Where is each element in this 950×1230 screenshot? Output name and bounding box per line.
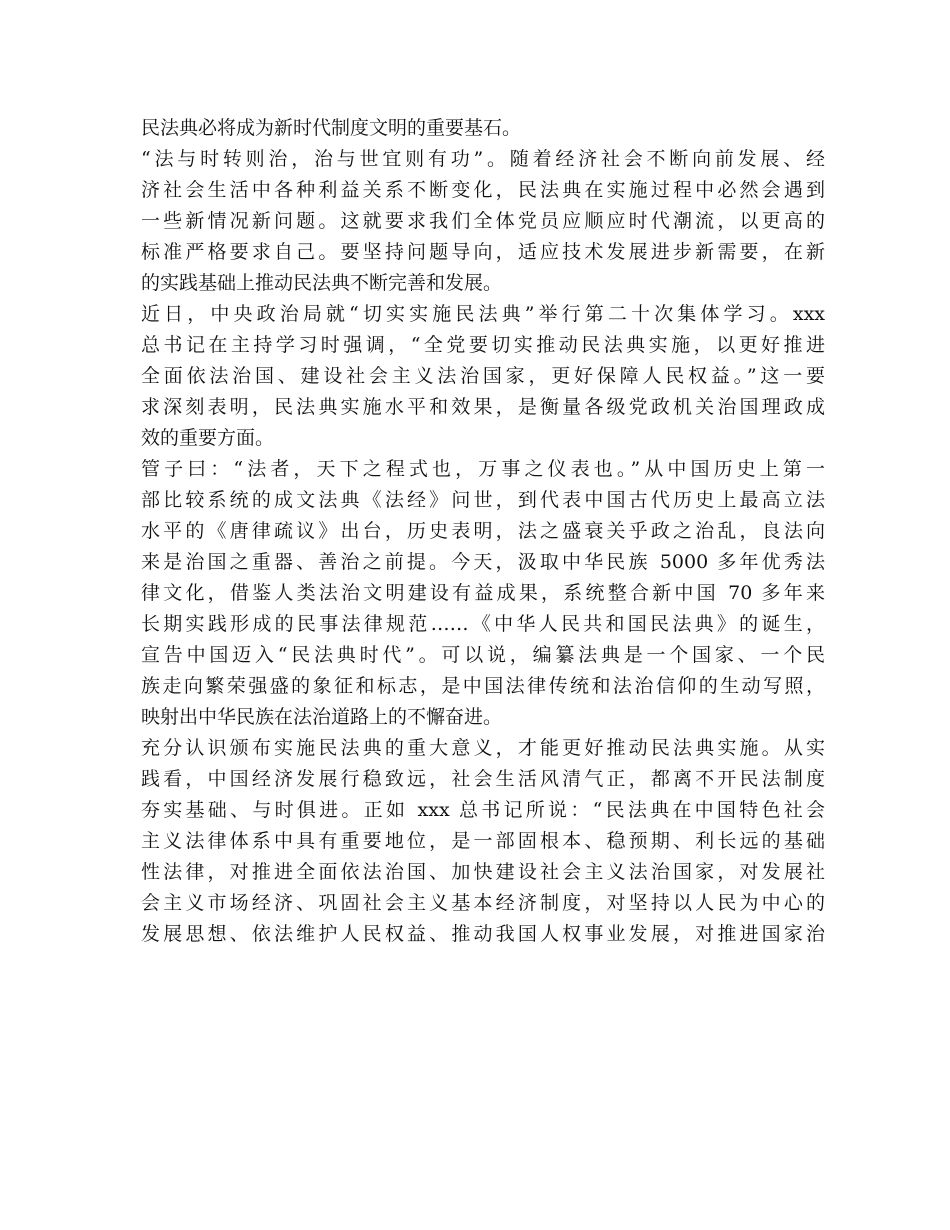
text-line: 总书记在主持学习时强调，“全党要切实推动民法典实施，以更好推进: [141, 334, 825, 356]
text-line: 水平的《唐律疏议》出台，历史表明，法之盛衰关乎政之治乱，良法向: [141, 520, 825, 542]
text-line: 来是治国之重器、善治之前提。今天，汲取中华民族 5000 多年优秀法: [141, 551, 825, 573]
text-line: 效的重要方面。: [141, 427, 275, 449]
text-line: 近日，中央政治局就“切实实施民法典”举行第二十次集体学习。xxx: [141, 303, 825, 325]
text-line: 标准严格要求自己。要坚持问题导向，适应技术发展进步新需要，在新: [141, 241, 825, 263]
text-line: “法与时转则治，治与世宜则有功”。随着经济社会不断向前发展、经: [141, 148, 825, 170]
text-line: 民法典必将成为新时代制度文明的重要基石。: [141, 117, 522, 139]
text-line: 主义法律体系中具有重要地位，是一部固根本、稳预期、利长远的基础: [141, 830, 825, 852]
text-line: 族走向繁荣强盛的象征和标志，是中国法律传统和法治信仰的生动写照，: [141, 675, 825, 697]
text-line: 律文化，借鉴人类法治文明建设有益成果，系统整合新中国 70 多年来: [141, 582, 825, 604]
text-line: 的实践基础上推动民法典不断完善和发展。: [141, 272, 503, 294]
text-line: 管子曰：“法者，天下之程式也，万事之仪表也。”从中国历史上第一: [141, 458, 825, 480]
text-line: 部比较系统的成文法典《法经》问世，到代表中国古代历史上最高立法: [141, 489, 825, 511]
document-body: [141, 113, 825, 950]
text-line: 一些新情况新问题。这就要求我们全体党员应顺应时代潮流，以更高的: [141, 210, 825, 232]
text-line: 全面依法治国、建设社会主义法治国家，更好保障人民权益。”这一要: [141, 365, 825, 387]
text-line: 性法律，对推进全面依法治国、加快建设社会主义法治国家，对发展社: [141, 861, 825, 883]
text-line: 发展思想、依法维护人民权益、推动我国人权事业发展，对推进国家治: [141, 923, 825, 945]
text-line: 长期实践形成的民事法律规范……《中华人民共和国民法典》的诞生，: [141, 613, 825, 635]
text-line: 会主义市场经济、巩固社会主义基本经济制度，对坚持以人民为中心的: [141, 892, 825, 914]
text-line: 夯实基础、与时俱进。正如 xxx 总书记所说：“民法典在中国特色社会: [141, 799, 825, 821]
text-line: 映射出中华民族在法治道路上的不懈奋进。: [141, 706, 503, 728]
text-line: 求深刻表明，民法典实施水平和效果，是衡量各级党政机关治国理政成: [141, 396, 825, 418]
text-line: 宣告中国迈入“民法典时代”。可以说，编纂法典是一个国家、一个民: [141, 644, 825, 666]
text-line: 践看，中国经济发展行稳致远，社会生活风清气正，都离不开民法制度: [141, 768, 825, 790]
text-line: 济社会生活中各种利益关系不断变化，民法典在实施过程中必然会遇到: [141, 179, 825, 201]
text-line: 充分认识颁布实施民法典的重大意义，才能更好推动民法典实施。从实: [141, 737, 825, 759]
